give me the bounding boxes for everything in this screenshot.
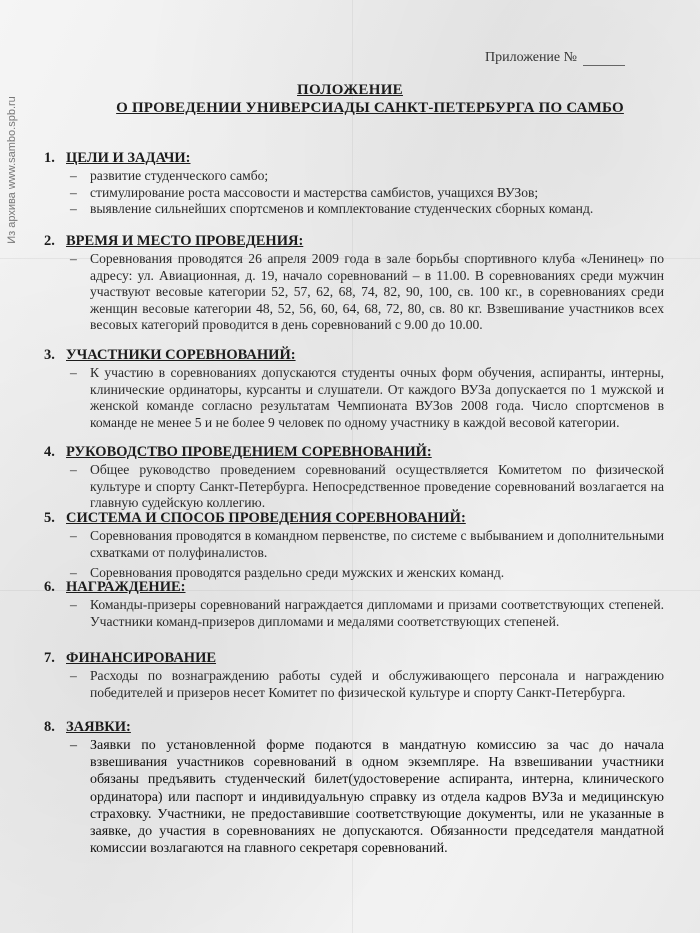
attachment-number-blank [583,51,625,66]
list-item: – Заявки по установленной форме подаются в мандатную комиссию за час до начала взвешивания участников соревнований в одном экземпляре. На взвешивании участники обязаны предъявить студенческий билет(удостоверение аспиранта, интерна, клинического ординатора) или паспорт и индивидуальную справку из отдела кадров ВУЗа и медицинскую страховку. Участники, не предоставившие соответствующие документы, или не указанные в заявке, до участия в соревнованиях не допускаются. Обязанности председателя мандатной комиссии возлагаются на главного секретаря соревнований. [70,738,664,857]
section-items [44,668,664,701]
list-item: – Общее руководство проведением соревнований осуществляется Комитетом по физической культуре и спорту Санкт-Петербурга. Непосредственное проведение соревнований возлагается на главную судейскую коллегию. [70,462,664,511]
section-heading: 7. ФИНАНСИРОВАНИЕ [44,650,217,666]
document-title: ПОЛОЖЕНИЕ [297,82,403,98]
section-items [44,528,664,582]
section-items [44,462,664,512]
section-heading: 1. ЦЕЛИ И ЗАДАЧИ: [44,150,191,166]
section-2 [44,231,664,334]
section-8 [44,717,664,857]
section-6 [44,577,664,630]
section-1 [44,148,664,218]
document-subtitle: О ПРОВЕДЕНИИ УНИВЕРСИАДЫ САНКТ-ПЕТЕРБУРГА ПО САМБО [116,100,624,116]
section-3 [44,345,664,431]
section-items [44,597,664,630]
list-item: – развитие студенческого самбо; [70,168,269,183]
list-item: – Соревнования проводятся раздельно среди мужских и женских команд. [70,565,505,581]
section-7 [44,648,664,701]
list-item: – Команды-призеры соревнований награждается дипломами и призами соответствующих степеней. Участники команд-призеров дипломами и медалями соответствующих степеней. [70,597,664,629]
section-heading: 4. РУКОВОДСТВО ПРОВЕДЕНИЕМ СОРЕВНОВАНИЙ: [44,444,432,460]
list-item: – Соревнования проводятся 26 апреля 2009 года в зале борьбы спортивного клуба «Ленинец» по адресу: ул. Авиационная, д. 19, начало соревнований – в 11.00. В соревнованиях среди мужчин участвуют весовые категории 52, 57, 62, 68, 74, 82, 90, 100, св. 100 кг., в соревнованиях среди женщин весовые категории 48, 52, 56, 60, 64, 68, 72, 80, св. 80 кг. Взвешивание участников всех весовых категорий проводится в день соревнований с 9.00 до 10.00. [70,251,664,333]
list-item: – стимулирование роста массовости и мастерства самбистов, учащихся ВУЗов; [70,184,539,200]
section-4 [44,442,664,512]
section-heading: 8. ЗАЯВКИ: [44,719,131,735]
list-item: – Расходы по вознаграждению работы судей и обслуживающего персонала и награждению победителей и призеров несет Комитет по физической культуре и спорту Санкт-Петербурга. [70,668,664,700]
section-heading: 6. НАГРАЖДЕНИЕ: [44,579,186,595]
list-item: – Соревнования проводятся в командном первенстве, по системе с выбыванием и дополнительными схватками от полуфиналистов. [70,528,664,560]
list-item: – выявление сильнейших спортсменов и комплектование студенческих сборных команд. [70,201,594,217]
section-heading: 5. СИСТЕМА И СПОСОБ ПРОВЕДЕНИЯ СОРЕВНОВАНИЙ: [44,510,466,526]
section-items [44,365,664,431]
list-item: – К участию в соревнованиях допускаются студенты очных форм обучения, аспиранты, интерны, клинические ординаторы, курсанты и слушатели. От каждого ВУЗа допускается по 1 мужской и женской команде согласно результатам Чемпионата ВУЗов 2008 года. Число спортсменов в команде не менее 5 и не более 9 человек по одному участнику в каждой весовой категории. [70,365,664,430]
watermark: Из архива www.sambo.spb.ru [6,96,18,244]
section-5 [44,508,664,582]
section-items [44,251,664,334]
section-heading: 3. УЧАСТНИКИ СОРЕВНОВАНИЙ: [44,347,296,363]
attachment-label: Приложение № [485,50,625,66]
section-items [44,737,664,857]
section-heading: 2. ВРЕМЯ И МЕСТО ПРОВЕДЕНИЯ: [44,233,304,249]
section-items [44,168,664,218]
